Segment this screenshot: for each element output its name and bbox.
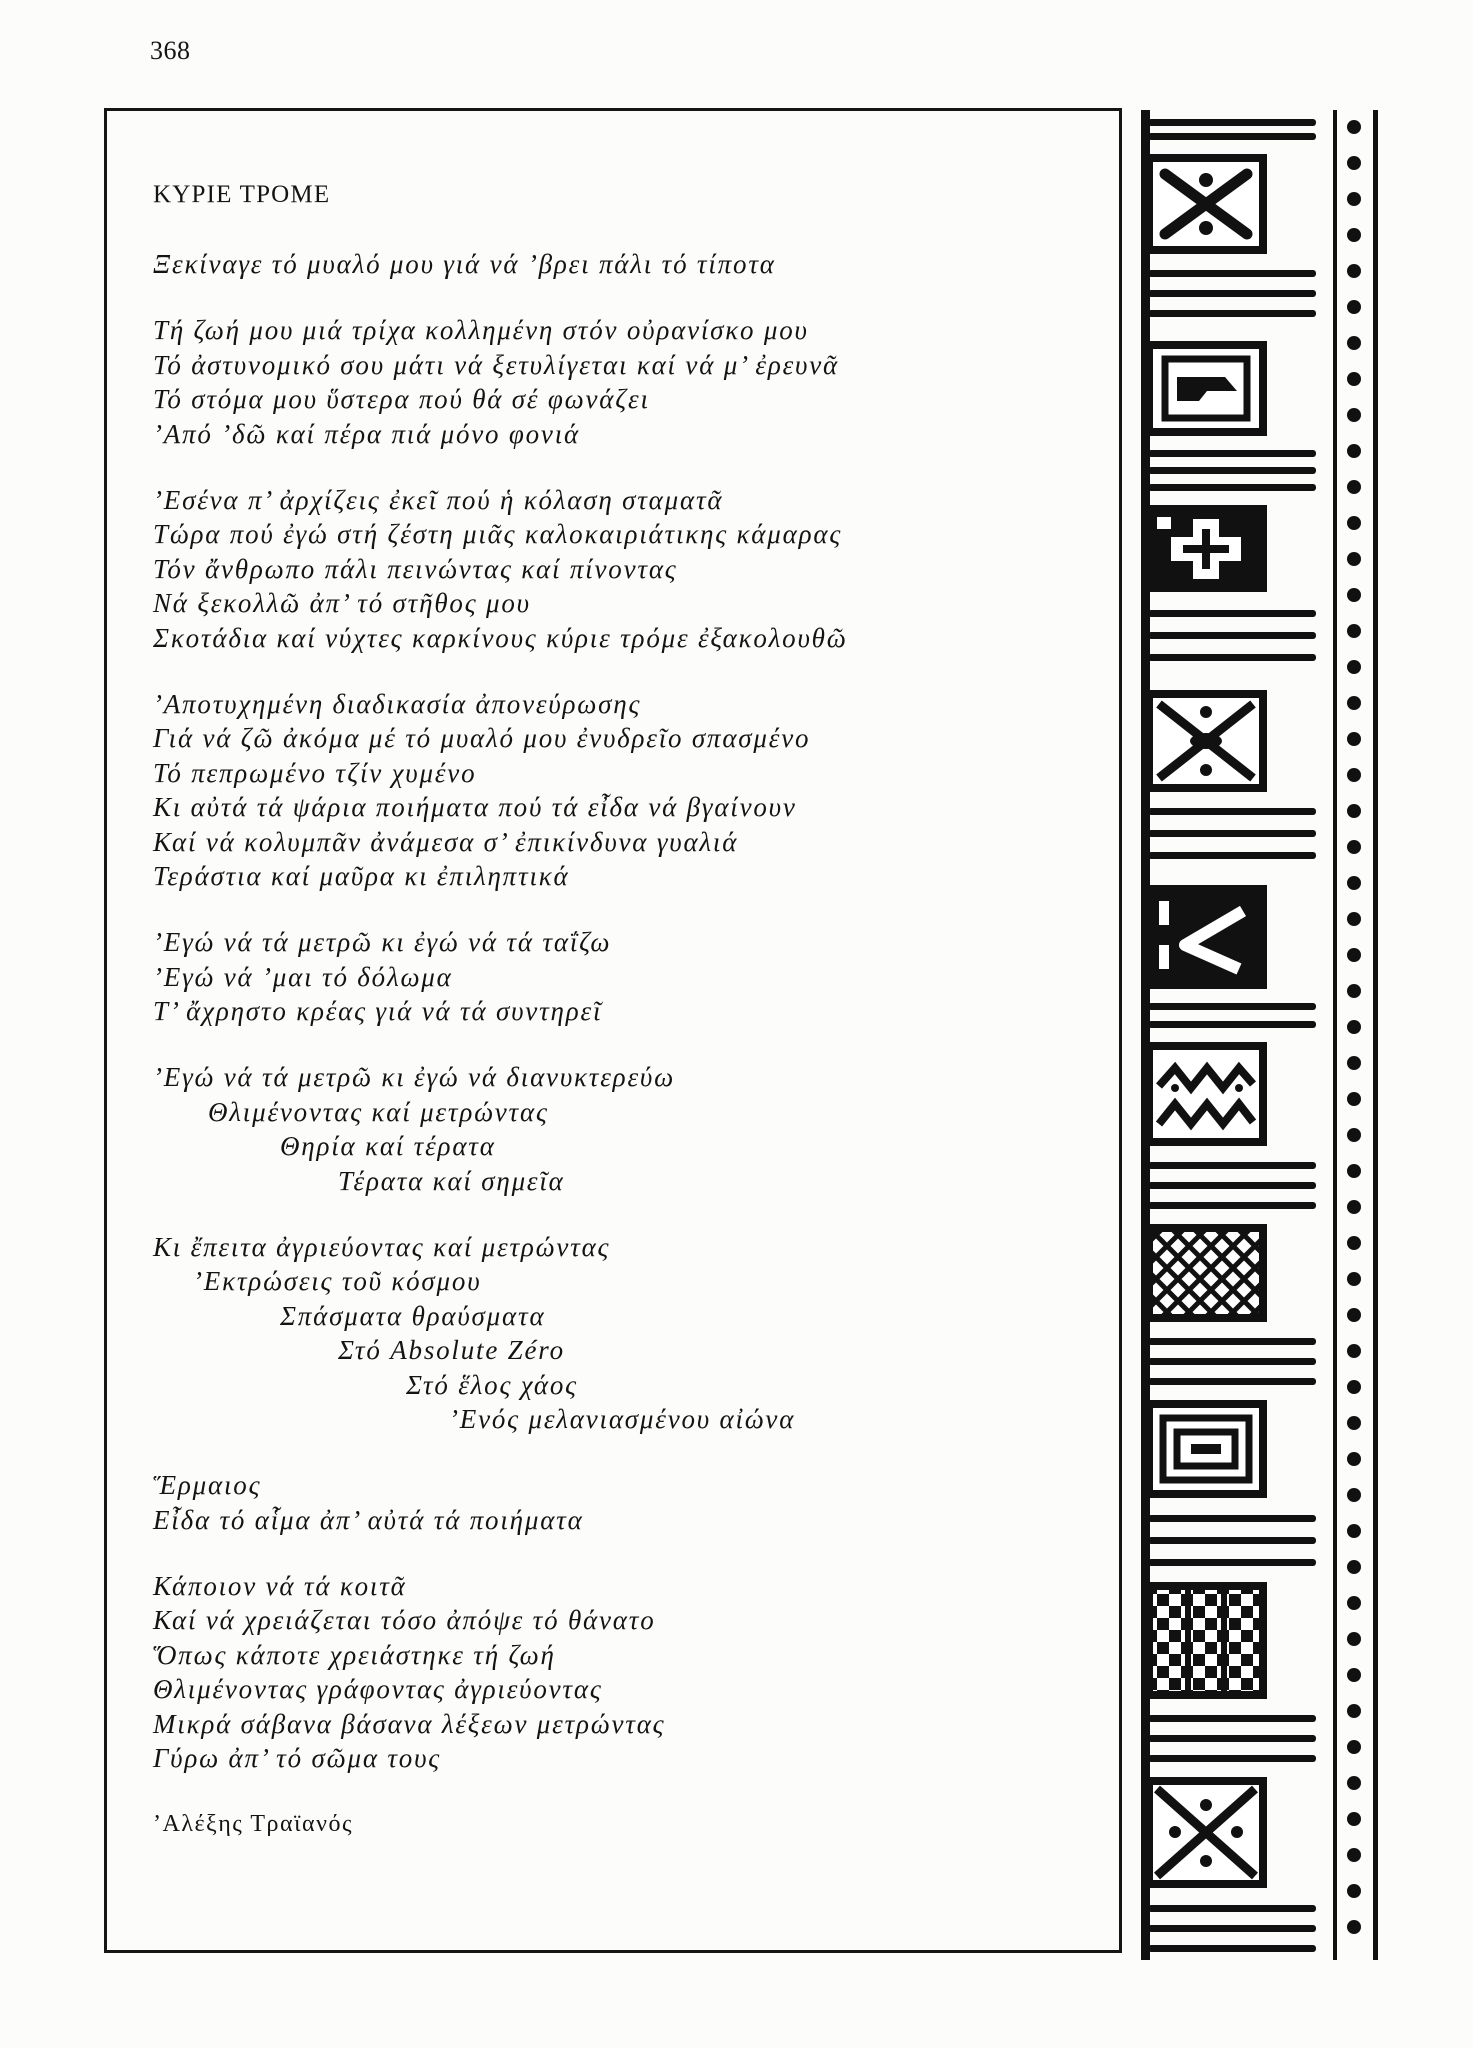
poem-line: Σκοτάδια καί νύχτες καρκίνους κύριε τρόμε ἐξακολουθῶ: [153, 622, 848, 653]
stanza: [153, 1230, 1103, 1437]
ornament-tile: [1149, 1228, 1263, 1318]
stanza: [153, 247, 1103, 282]
ornament-stripe: [1148, 1559, 1316, 1566]
ornament-dot: [1347, 876, 1361, 890]
ornament-dot: [1347, 768, 1361, 782]
poem-line: Ἕρμαιος: [153, 1470, 262, 1500]
poem-line: Μικρά σάβανα βάσανα λέξεων μετρώντας: [153, 1708, 666, 1739]
poem-line: ’Αποτυχημένη διαδικασία ἀπονεύρωσης: [153, 688, 642, 719]
poem-line: Ξεκίναγε τό μυαλό μου γιά νά ’βρει πάλι τό τίποτα: [153, 249, 776, 279]
poem-line: Τώρα πού ἐγώ στή ζέστη μιᾶς καλοκαιριάτικης κάμαρας: [153, 519, 843, 549]
ornament-dot: [1347, 480, 1361, 494]
ornament-stripe: [1148, 1202, 1316, 1209]
ornament-stripe: [1148, 450, 1316, 457]
ornament-dot: [1347, 192, 1361, 206]
ornament-stripe: [1148, 610, 1316, 617]
poem-line: Κάποιον νά τά κοιτᾶ: [153, 1570, 407, 1601]
ornament-dot: [1347, 1488, 1361, 1502]
ornament-tile: [1149, 509, 1263, 588]
ornament-tile: [1149, 694, 1263, 788]
ornament-dot: [1347, 228, 1361, 242]
ornament-dot: [1347, 1632, 1361, 1646]
poem-line: Νά ξεκολλῶ ἀπ’ τό στῆθος μου: [153, 588, 531, 618]
ornament-dot: [1347, 1416, 1361, 1430]
ornament-tile: [1149, 1046, 1263, 1142]
ornament-tile: [1149, 345, 1263, 432]
ornament-tile: [1149, 1404, 1263, 1494]
poem-line: Κι αὐτά τά ψάρια ποιήματα πού τά εἶδα νά βγαίνουν: [153, 792, 797, 822]
ornament-dot: [1347, 1344, 1361, 1358]
ornament-dot: [1347, 984, 1361, 998]
poem-line: Τ’ ἄχρηστο κρέας γιά νά τά συντηρεῖ: [153, 996, 603, 1026]
ornament-dot: [1347, 660, 1361, 674]
ornament-dot: [1347, 408, 1361, 422]
poem-line: Καί νά χρειάζεται τόσο ἀπόψε τό θάνατο: [153, 1605, 656, 1635]
stanza: [153, 1569, 1103, 1776]
ornament-dots: [1347, 120, 1361, 1934]
ornament-stripe: [1148, 1338, 1316, 1345]
ornament-dot: [1347, 948, 1361, 962]
ornament-stripe: [1148, 310, 1316, 317]
poem-author: ’Αλέξης Τραϊανός: [153, 1811, 353, 1837]
ornament-tile: [1149, 1586, 1263, 1695]
poem-line: Στό ἕλος χάος: [406, 1369, 578, 1400]
poem-line: ’Εγώ νά ’μαι τό δόλωμα: [153, 961, 453, 992]
poem-line: Θλιμένοντας καί μετρώντας: [208, 1096, 549, 1127]
ornament-dot: [1347, 840, 1361, 854]
ornament-dot: [1347, 624, 1361, 638]
ornament-dot: [1347, 1776, 1361, 1790]
ornament-dot: [1347, 300, 1361, 314]
ornament-tile: [1149, 158, 1263, 250]
ornament-stripe: [1148, 119, 1316, 126]
ornament-dot: [1347, 1020, 1361, 1034]
ornament-dot: [1347, 1200, 1361, 1214]
ornament-dot: [1347, 1884, 1361, 1898]
ornament-stripe: [1148, 1378, 1316, 1385]
stanza: [153, 1468, 1103, 1537]
ornament-stripe: [1148, 1905, 1316, 1912]
poem-line: Θηρία καί τέρατα: [280, 1131, 496, 1161]
poem-line: Τή ζωή μου μιά τρίχα κολλημένη στόν οὐρανίσκο μου: [153, 315, 809, 345]
ornament-stripe: [1148, 830, 1316, 837]
ornament-dot: [1347, 804, 1361, 818]
ornament-stripe: [1148, 1925, 1316, 1932]
ornament-dot: [1347, 1920, 1361, 1934]
ornament-stripe: [1148, 1515, 1316, 1522]
poem-line: ’Από ’δῶ καί πέρα πιά μόνο φονιά: [153, 418, 580, 449]
ornament-dot: [1347, 264, 1361, 278]
ornament-stripe: [1148, 1021, 1316, 1028]
ornament-stripe: [1148, 1358, 1316, 1365]
ornament-stripe: [1148, 1003, 1316, 1010]
ornament-dot: [1347, 1056, 1361, 1070]
poem-line: Στό Absolute Zéro: [338, 1335, 565, 1365]
decorative-ornament-strip: [1133, 105, 1383, 1965]
stanza: [153, 483, 1103, 656]
ornament-tile: [1149, 889, 1263, 985]
ornament-dot: [1347, 372, 1361, 386]
ornament-stripe: [1148, 467, 1316, 474]
poem-line: Τό πεπρωμένο τζίν χυμένο: [153, 757, 477, 788]
poem-line: Κι ἔπειτα ἀγριεύοντας καί μετρώντας: [153, 1231, 611, 1262]
ornament-dot: [1347, 156, 1361, 170]
ornament-dot: [1347, 336, 1361, 350]
poem-line: Τό ἀστυνομικό σου μάτι νά ξετυλίγεται καί νά μ’ ἐρευνᾶ: [153, 349, 840, 380]
ornament-dot: [1347, 1308, 1361, 1322]
poem-line: Τό στόμα μου ὕστερα πού θά σέ φωνάζει: [153, 384, 650, 414]
ornament-dot: [1347, 1740, 1361, 1754]
ornament-dot: [1347, 1092, 1361, 1106]
ornament-dot: [1347, 552, 1361, 566]
ornament-dot: [1347, 1704, 1361, 1718]
ornament-stripe: [1148, 632, 1316, 639]
ornament-dot: [1347, 1668, 1361, 1682]
poem-line: ’Εγώ νά τά μετρῶ κι ἐγώ νά τά ταΐζω: [153, 927, 612, 957]
stanza: [153, 1060, 1103, 1198]
ornament-dot: [1347, 1272, 1361, 1286]
ornament-stripe: [1148, 1162, 1316, 1169]
poem-line: ’Ενός μελανιασμένου αἰώνα: [449, 1404, 796, 1434]
ornament-rule: [1373, 110, 1378, 1960]
poem-line: ’Εγώ νά τά μετρῶ κι ἐγώ νά διανυκτερεύω: [153, 1062, 675, 1092]
ornament-dot: [1347, 1524, 1361, 1538]
poem-line: Γύρω ἀπ’ τό σῶμα τους: [153, 1743, 442, 1773]
ornament-dot: [1347, 120, 1361, 134]
ornament-stripe: [1148, 654, 1316, 661]
poem-line: Τέρατα καί σημεῖα: [338, 1165, 565, 1196]
ornament-stripe: [1148, 133, 1316, 140]
ornament-dot: [1347, 1812, 1361, 1826]
ornament-stripe: [1148, 484, 1316, 491]
ornament-stripe: [1148, 1182, 1316, 1189]
poem-title: ΚΥΡΙΕ ΤΡΟΜΕ: [153, 181, 331, 208]
ornament-dot: [1347, 1560, 1361, 1574]
poem-line: ’Εσένα π’ ἀρχίζεις ἐκεῖ πού ἡ κόλαση σταματᾶ: [153, 484, 724, 515]
ornament-stripe: [1148, 270, 1316, 277]
poem-line: Γιά νά ζῶ ἀκόμα μέ τό μυαλό μου ἐνυδρεῖο σπασμένο: [153, 723, 811, 753]
ornament-dot: [1347, 912, 1361, 926]
stanza: [153, 687, 1103, 894]
poem-body: [153, 178, 1103, 1842]
page-number: 368: [150, 36, 191, 65]
ornament-stripe: [1148, 808, 1316, 815]
ornament-stripe: [1148, 852, 1316, 859]
poem-line: Εἶδα τό αἷμα ἀπ’ αὐτά τά ποιήματα: [153, 1504, 584, 1535]
ornament-dot: [1347, 1848, 1361, 1862]
stanza: [153, 313, 1103, 451]
ornament-dot: [1347, 1380, 1361, 1394]
ornament-dot: [1347, 516, 1361, 530]
poem-line: Σπάσματα θραύσματα: [280, 1300, 546, 1331]
ornament-dot: [1347, 1164, 1361, 1178]
poem-line: Καί νά κολυμπᾶν ἀνάμεσα σ’ ἐπικίνδυνα γυαλιά: [153, 826, 739, 857]
ornament-dot: [1347, 732, 1361, 746]
ornament-stripe: [1148, 1945, 1316, 1952]
poem-line: Τεράστια καί μαῦρα κι ἐπιληπτικά: [153, 861, 570, 891]
poem-line: Θλιμένοντας γράφοντας ἀγριεύοντας: [153, 1674, 603, 1704]
poem-line: Ὅπως κάποτε χρειάστηκε τή ζωή: [153, 1639, 556, 1670]
poem-line: Τόν ἄνθρωπο πάλι πεινώντας καί πίνοντας: [153, 553, 678, 584]
ornament-dot: [1347, 588, 1361, 602]
ornament-tile: [1149, 1781, 1263, 1884]
ornament-dot: [1347, 1128, 1361, 1142]
ornament-dot: [1347, 1236, 1361, 1250]
ornament-dot: [1347, 1452, 1361, 1466]
ornament-rule: [1333, 110, 1337, 1960]
ornament-stripe: [1148, 1735, 1316, 1742]
ornament-dot: [1347, 444, 1361, 458]
ornament-stripe: [1148, 1537, 1316, 1544]
ornament-stripe: [1148, 1755, 1316, 1762]
ornament-stripe: [1148, 290, 1316, 297]
ornament-dot: [1347, 1596, 1361, 1610]
stanza: [153, 925, 1103, 1029]
ornament-dot: [1347, 696, 1361, 710]
ornament-stripe: [1148, 1715, 1316, 1722]
poem-line: ’Εκτρώσεις τοῦ κόσμου: [193, 1266, 482, 1296]
